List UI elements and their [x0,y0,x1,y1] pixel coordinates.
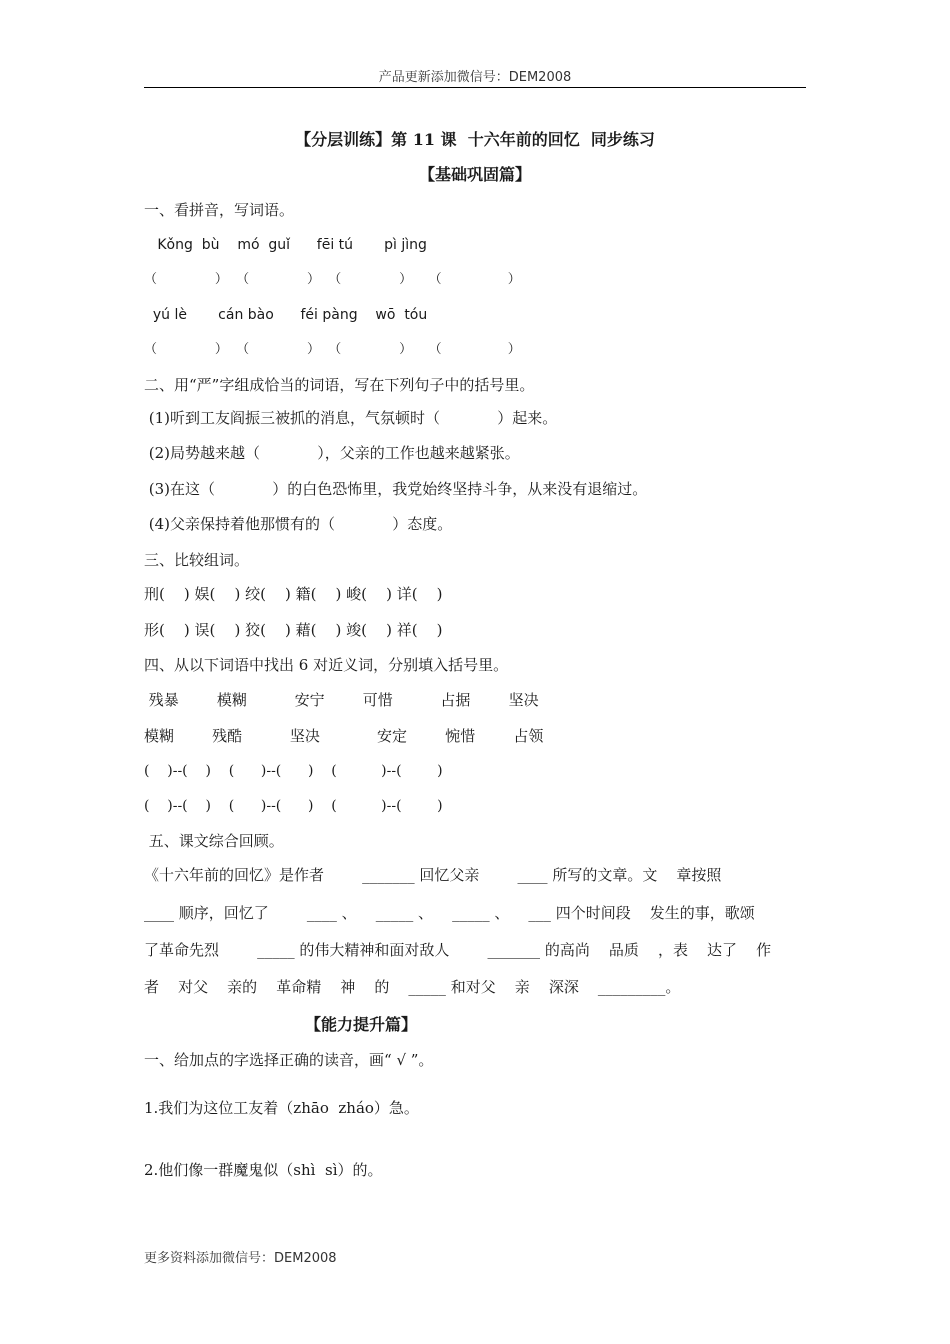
a1-sentence-1: 1.我们为这位工友着（zhāo zháo）急。 [144,1099,419,1117]
q2-sentence-2: (2)局势越来越（ ），父亲的工作也越来越紧张。 [144,444,520,462]
q3-row-1: 刑( ) 娱( ) 绞( ) 籍( ) 峻( ) 详( ) [144,585,443,603]
page-footer: 更多资料添加微信号：DEM2008 [144,1251,337,1266]
q2-sentence-1: (1)听到工友阎振三被抓的消息，气氛顿时（ ）起来。 [144,409,558,427]
document-title: 【分层训练】第 11 课 十六年前的回忆 同步练习 [295,130,655,149]
header-divider [144,87,806,88]
q1-pinyin-row-1: Kǒng bù mó guǐ fēi tú pì jìng [144,237,427,253]
q4-pair-blanks-row-1: ( )--( ) ( )--( ) ( )--( ) [144,763,443,779]
q5-paragraph-line-4: 者 对父 亲的 革命精 神 的 _____ 和对父 亲 深深 _________。 [144,978,681,996]
q1-answer-blanks-row-2: （ ） （ ） （ ） （ ） [144,342,521,357]
q1-answer-blanks-row-1: （ ） （ ） （ ） （ ） [144,272,521,287]
a1-sentence-2: 2.他们像一群魔鬼似（shì sì）的。 [144,1161,383,1179]
q4-prompt: 四、从以下词语中找出 6 对近义词，分别填入括号里。 [144,656,509,674]
q4-word-row-2: 模糊 残酷 坚决 安定 惋惜 占领 [144,727,544,745]
q4-word-row-1: 残暴 模糊 安宁 可惜 占据 坚决 [144,691,539,709]
q1-pinyin-row-2: yú lè cán bào féi pàng wō tóu [144,307,428,323]
q5-paragraph-line-1: 《十六年前的回忆》是作者 _______ 回忆父亲 ____ 所写的文章。文 章按照 [144,866,722,884]
q4-pair-blanks-row-2: ( )--( ) ( )--( ) ( )--( ) [144,798,443,814]
q2-sentence-4: (4)父亲保持着他那惯有的（ ）态度。 [144,515,453,533]
q2-prompt: 二、用“严”字组成恰当的词语，写在下列句子中的括号里。 [144,376,535,394]
q5-paragraph-line-3: 了革命先烈 _____ 的伟大精神和面对敌人 _______ 的高尚 品质 ，表 达了 作 [144,941,772,959]
q3-row-2: 形( ) 误( ) 狡( ) 藉( ) 竣( ) 祥( ) [144,621,443,639]
a1-prompt: 一、给加点的字选择正确的读音，画“ √ ”。 [144,1051,434,1069]
q5-paragraph-line-2: ____ 顺序，回忆了 ____ 、 _____ 、 _____ 、 ___ 四个时间段 发生的事，歌颂 [144,904,755,922]
section-heading-basic: 【基础巩固篇】 [418,165,531,184]
section-heading-ability: 【能力提升篇】 [305,1015,418,1034]
q2-sentence-3: (3)在这（ ）的白色恐怖里，我党始终坚持斗争，从来没有退缩过。 [144,480,648,498]
q1-prompt: 一、看拼音，写词语。 [144,201,295,219]
q3-prompt: 三、比较组词。 [144,551,250,569]
page-header: 产品更新添加微信号：DEM2008 [378,70,572,85]
q5-prompt: 五、课文综合回顾。 [144,832,284,850]
